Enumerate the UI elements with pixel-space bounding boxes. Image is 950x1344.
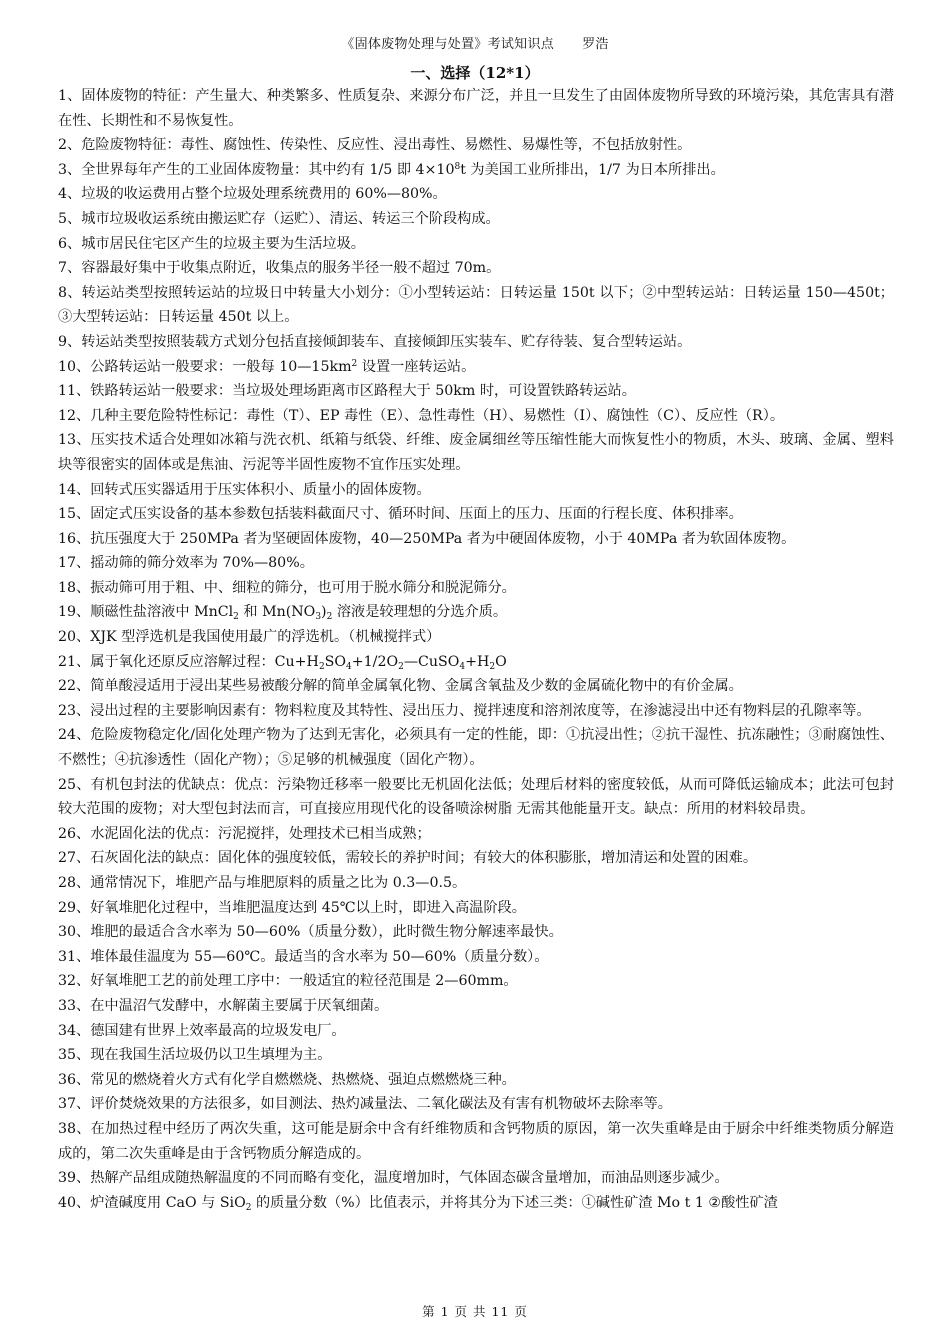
header-author: 罗浩: [582, 37, 609, 52]
list-item: 26、水泥固化法的优点：污泥搅拌，处理技术已相当成熟；: [58, 825, 431, 842]
section-title: 一、选择（12*1）: [410, 64, 540, 82]
list-item: 30、堆肥的最适合含水率为 50—60%（质量分数），此时微生物分解速率最快。: [58, 924, 563, 941]
list-item: 37、评价焚烧效果的方法很多，如目测法、热灼减量法、二氧化碳法及有害有机物破坏去除率等。: [58, 1096, 672, 1113]
list-item: 19、顺磁性盐溶液中 MnCl$_2$ 和 $Mn(NO_3)_2$ 溶液是较理想的分选介质。: [58, 604, 508, 623]
list-item: 27、石灰固化法的缺点：固化体的强度较低，需较长的养护时间；有较大的体积膨胀，增加清运和处置的困难。: [58, 850, 758, 867]
list-item: 14、回转式压实器适用于压实体积小、质量小的固体废物。: [58, 481, 431, 498]
list-item: 40、炉渣碱度用 CaO 与 SiO$_2$ 的质量分数（%）比值表示，并将其分为下述三类：①碱性矿渣 Mo t 1 ②酸性矿渣: [58, 1194, 778, 1213]
list-item: 3、全世界每年产生的工业固体废物量：其中约有 1/5 即 $4\times 10^8t$ 为美国工业所排出，1/7 为日本所排出。: [58, 161, 725, 178]
list-item: 16、抗压强度大于 250MPa 者为坚硬固体废物，40—250MPa 者为中硬固体废物，小于 40MPa 者为软固体废物。: [58, 530, 796, 547]
list-item: 31、堆体最佳温度为 55—60℃。最适当的含水率为 50—60%（质量分数）。: [58, 948, 549, 965]
list-item: 1、固体废物的特征：产生量大、种类繁多、性质复杂、来源分布广泛，并且一旦发生了由固体废物所导致的环境污染，其危害具有潜在性、长期性和不易恢复性。: [58, 88, 894, 129]
list-item: 21、属于氧化还原反应溶解过程：$Cu+H_2SO_4+1/2O_2—CuSO_4+H_2O$: [58, 653, 507, 672]
list-item: 18、振动筛可用于粗、中、细粒的筛分，也可用于脱水筛分和脱泥筛分。: [58, 579, 516, 596]
list-item: 38、在加热过程中经历了两次失重，这可能是厨余中含有纤维物质和含钙物质的原因，第一次失重峰是由于厨余中纤维类物质分解造成的，第二次失重峰是由于含钙物质分解造成的。: [58, 1120, 894, 1162]
list-item: 34、德国建有世界上效率最高的垃圾发电厂。: [58, 1022, 346, 1039]
list-item: 29、好氧堆肥化过程中，当堆肥温度达到 45℃以上时，即进入高温阶段。: [58, 899, 526, 916]
list-item: 12、几种主要危险特性标记：毒性（T）、EP 毒性（E）、急性毒性（H）、易燃性（I）、腐蚀性（C）、反应性（R）。: [58, 407, 785, 424]
list-item: 39、热解产品组成随热解温度的不同而略有变化，温度增加时，气体固态碳含量增加，而油品则逐步减少。: [58, 1170, 729, 1187]
page-header: [0, 33, 950, 52]
list-item: 4、垃圾的收运费用占整个垃圾处理系统费用的 60%—80%。: [58, 186, 447, 203]
list-item: 10、公路转运站一般要求：一般每 $10—15km^2$ 设置一座转运站。: [58, 358, 476, 375]
list-item: 15、固定式压实设备的基本参数包括装料截面尺寸、循环时间、压面上的压力、压面的行程长度、体积排率。: [58, 506, 743, 523]
list-item: 32、好氧堆肥工艺的前处理工序中：一般适宜的粒径范围是 2—60mm。: [58, 973, 518, 990]
list-item: 9、转运站类型按照装载方式划分包括直接倾卸装车、直接倾卸压实装车、贮存待装、复合型转运站。: [58, 333, 692, 350]
list-item: 22、简单酸浸适用于浸出某些易被酸分解的简单金属氧化物、金属含氧盐及少数的金属硫化物中的有价金属。: [58, 678, 743, 695]
list-item: 17、摇动筛的筛分效率为 70%—80%。: [58, 555, 314, 572]
list-item: 5、城市垃圾收运系统由搬运贮存（运贮）、清运、转运三个阶段构成。: [58, 210, 500, 227]
list-item: 33、在中温沼气发酵中，水解菌主要属于厌氧细菌。: [58, 997, 389, 1014]
header-title: 《固体废物处理与处置》考试知识点: [341, 37, 555, 52]
list-item: 20、XJK 型浮选机是我国使用最广的浮选机。（机械搅拌式）: [58, 629, 441, 646]
list-item: 6、城市居民住宅区产生的垃圾主要为生活垃圾。: [58, 235, 365, 252]
knowledge-point-list: [58, 84, 894, 1215]
list-item: 25、有机包封法的优缺点：优点：污染物迁移率一般要比无机固化法低；处理后材料的密度较低，从而可降低运输成本；此法可包封较大范围的废物；对大型包封法而言，可直接应用现代化的设备喷涂树脂 无需其他能量开支。缺点：所用的材料较昂贵。: [58, 776, 894, 818]
list-item: 35、现在我国生活垃圾仍以卫生填埋为主。: [58, 1047, 332, 1064]
list-item: 24、危险废物稳定化/固化处理产物为了达到无害化，必须具有一定的性能，即：①抗浸出性；②抗干湿性、抗冻融性；③耐腐蚀性、不燃性；④抗渗透性（固化产物）；⑤足够的机械强度（固化产物）。: [58, 727, 894, 769]
list-item: 11、铁路转运站一般要求：当垃圾处理场距离市区路程大于 50km 时，可设置铁路转运站。: [58, 383, 636, 400]
list-item: 7、容器最好集中于收集点附近，收集点的服务半径一般不超过 70m。: [58, 260, 501, 277]
page-footer: 第 1 页 共 11 页: [422, 1304, 528, 1319]
list-item: 23、浸出过程的主要影响因素有：物料粒度及其特性、浸出压力、搅拌速度和溶剂浓度等，在渗滤浸出中还有物料层的孔隙率等。: [58, 702, 871, 719]
list-item: 8、转运站类型按照转运站的垃圾日中转量大小划分：①小型转运站：日转运量 150t 以下；②中型转运站：日转运量 150—450t；③大型转运站：日转运量 450t 以上。: [58, 284, 894, 326]
list-item: 28、通常情况下，堆肥产品与堆肥原料的质量之比为 0.3—0.5。: [58, 875, 467, 891]
list-item: 2、危险废物特征：毒性、腐蚀性、传染性、反应性、浸出毒性、易燃性、易爆性等，不包括放射性。: [58, 137, 692, 154]
list-item: 36、常见的燃烧着火方式有化学自燃燃烧、热燃烧、强迫点燃燃烧三种。: [58, 1071, 516, 1088]
list-item: 13、压实技术适合处理如冰箱与洗衣机、纸箱与纸袋、纤维、废金属细丝等压缩性能大而恢复性小的物质，木头、玻璃、金属、塑料块等很密实的固体或是焦油、污泥等半固性废物不宜作压实处理。: [58, 432, 894, 473]
